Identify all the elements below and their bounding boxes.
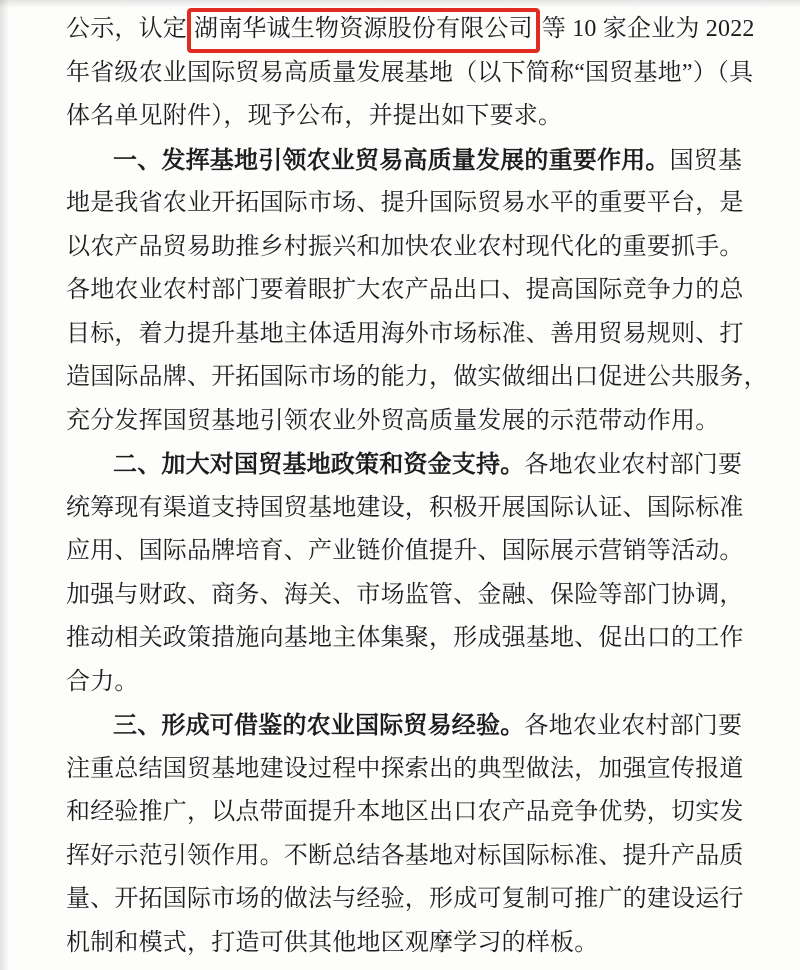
text-line: 年省级农业国际贸易高质量发展基地（以下简称“国贸基地”）（具 bbox=[66, 59, 754, 86]
section-1-heading: 一、发挥基地引领农业贸易高质量发展的重要作用。 bbox=[113, 146, 670, 174]
section-heading-line bbox=[66, 704, 743, 748]
text-line: 加强与财政、商务、海关、市场监管、金融、保险等部门协调， bbox=[66, 581, 744, 608]
scan-edge-top bbox=[0, 0, 800, 7]
line-text: 国贸基 bbox=[669, 147, 743, 174]
text-line: 目标，着力提升基地主体适用海外市场标准、善用贸易规则、打 bbox=[66, 320, 744, 347]
text-line: 造国际品牌、开拓国际市场的能力，做实做细出口促进公共服务， bbox=[66, 364, 768, 390]
text-line: 注重总结国贸基地建设过程中探索出的典型做法，加强宣传报道 bbox=[66, 755, 744, 782]
text-line: 推动相关政策措施向基地主体集聚，形成强基地、促出口的工作 bbox=[66, 625, 744, 651]
text-line: 各地农业农村部门要着眼扩大农产品出口、提高国际竞争力的总 bbox=[66, 277, 744, 303]
text-line: 挥好示范引领作用。不断总结各基地对标国际标准、提升产品质 bbox=[66, 842, 744, 869]
text-line: 体名单见附件），现予公布，并提出如下要求。 bbox=[66, 103, 563, 129]
text-line: 和经验推广，以点带面提升本地区出口农产品竞争优势，切实发 bbox=[66, 799, 744, 825]
section-heading-line bbox=[66, 443, 743, 487]
text-line: 充分发挥国贸基地引领农业外贸高质量发展的示范带动作用。 bbox=[66, 407, 720, 434]
paragraph-section-2 bbox=[66, 443, 744, 704]
text-line: 应用、国际品牌培育、产业链价值提升、国际展示营销等活动。 bbox=[66, 538, 744, 564]
text-line: 以农产品贸易助推乡村振兴和加快农业农村现代化的重要抓手。 bbox=[66, 233, 744, 260]
line-text: 各地农业农村部门要 bbox=[524, 452, 743, 478]
paragraph-intro bbox=[66, 8, 755, 139]
line-text: 各地农业农村部门要 bbox=[524, 713, 743, 739]
section-3-heading: 三、形成可借鉴的农业国际贸易经验。 bbox=[113, 712, 525, 739]
highlighted-company-name: 湖南华诚生物资源股份有限公司 bbox=[187, 8, 540, 53]
text-line: 量、开拓国际市场的做法与经验，形成可复制可推广的建设运行 bbox=[66, 886, 744, 912]
text-line: 统筹现有渠道支持国贸基地建设，积极开展国际认证、国际标准 bbox=[66, 494, 744, 521]
section-2-heading: 二、加大对国贸基地政策和资金支持。 bbox=[113, 451, 525, 478]
text-line: 地是我省农业开拓国际市场、提升国际贸易水平的重要平台，是 bbox=[66, 190, 744, 216]
section-heading-line bbox=[66, 139, 743, 183]
paragraph-section-1 bbox=[66, 139, 768, 444]
line-text: 公示，认定 bbox=[66, 16, 187, 42]
paragraph-section-3 bbox=[66, 704, 744, 965]
text-line bbox=[66, 8, 755, 52]
scan-edge-left bbox=[0, 0, 9, 970]
text-line: 合力。 bbox=[66, 668, 139, 695]
line-text: 等 10 家企业为 2022 bbox=[541, 16, 755, 42]
text-line: 机制和模式，打造可供其他地区观摩学习的样板。 bbox=[66, 929, 599, 956]
document-body bbox=[66, 8, 768, 965]
